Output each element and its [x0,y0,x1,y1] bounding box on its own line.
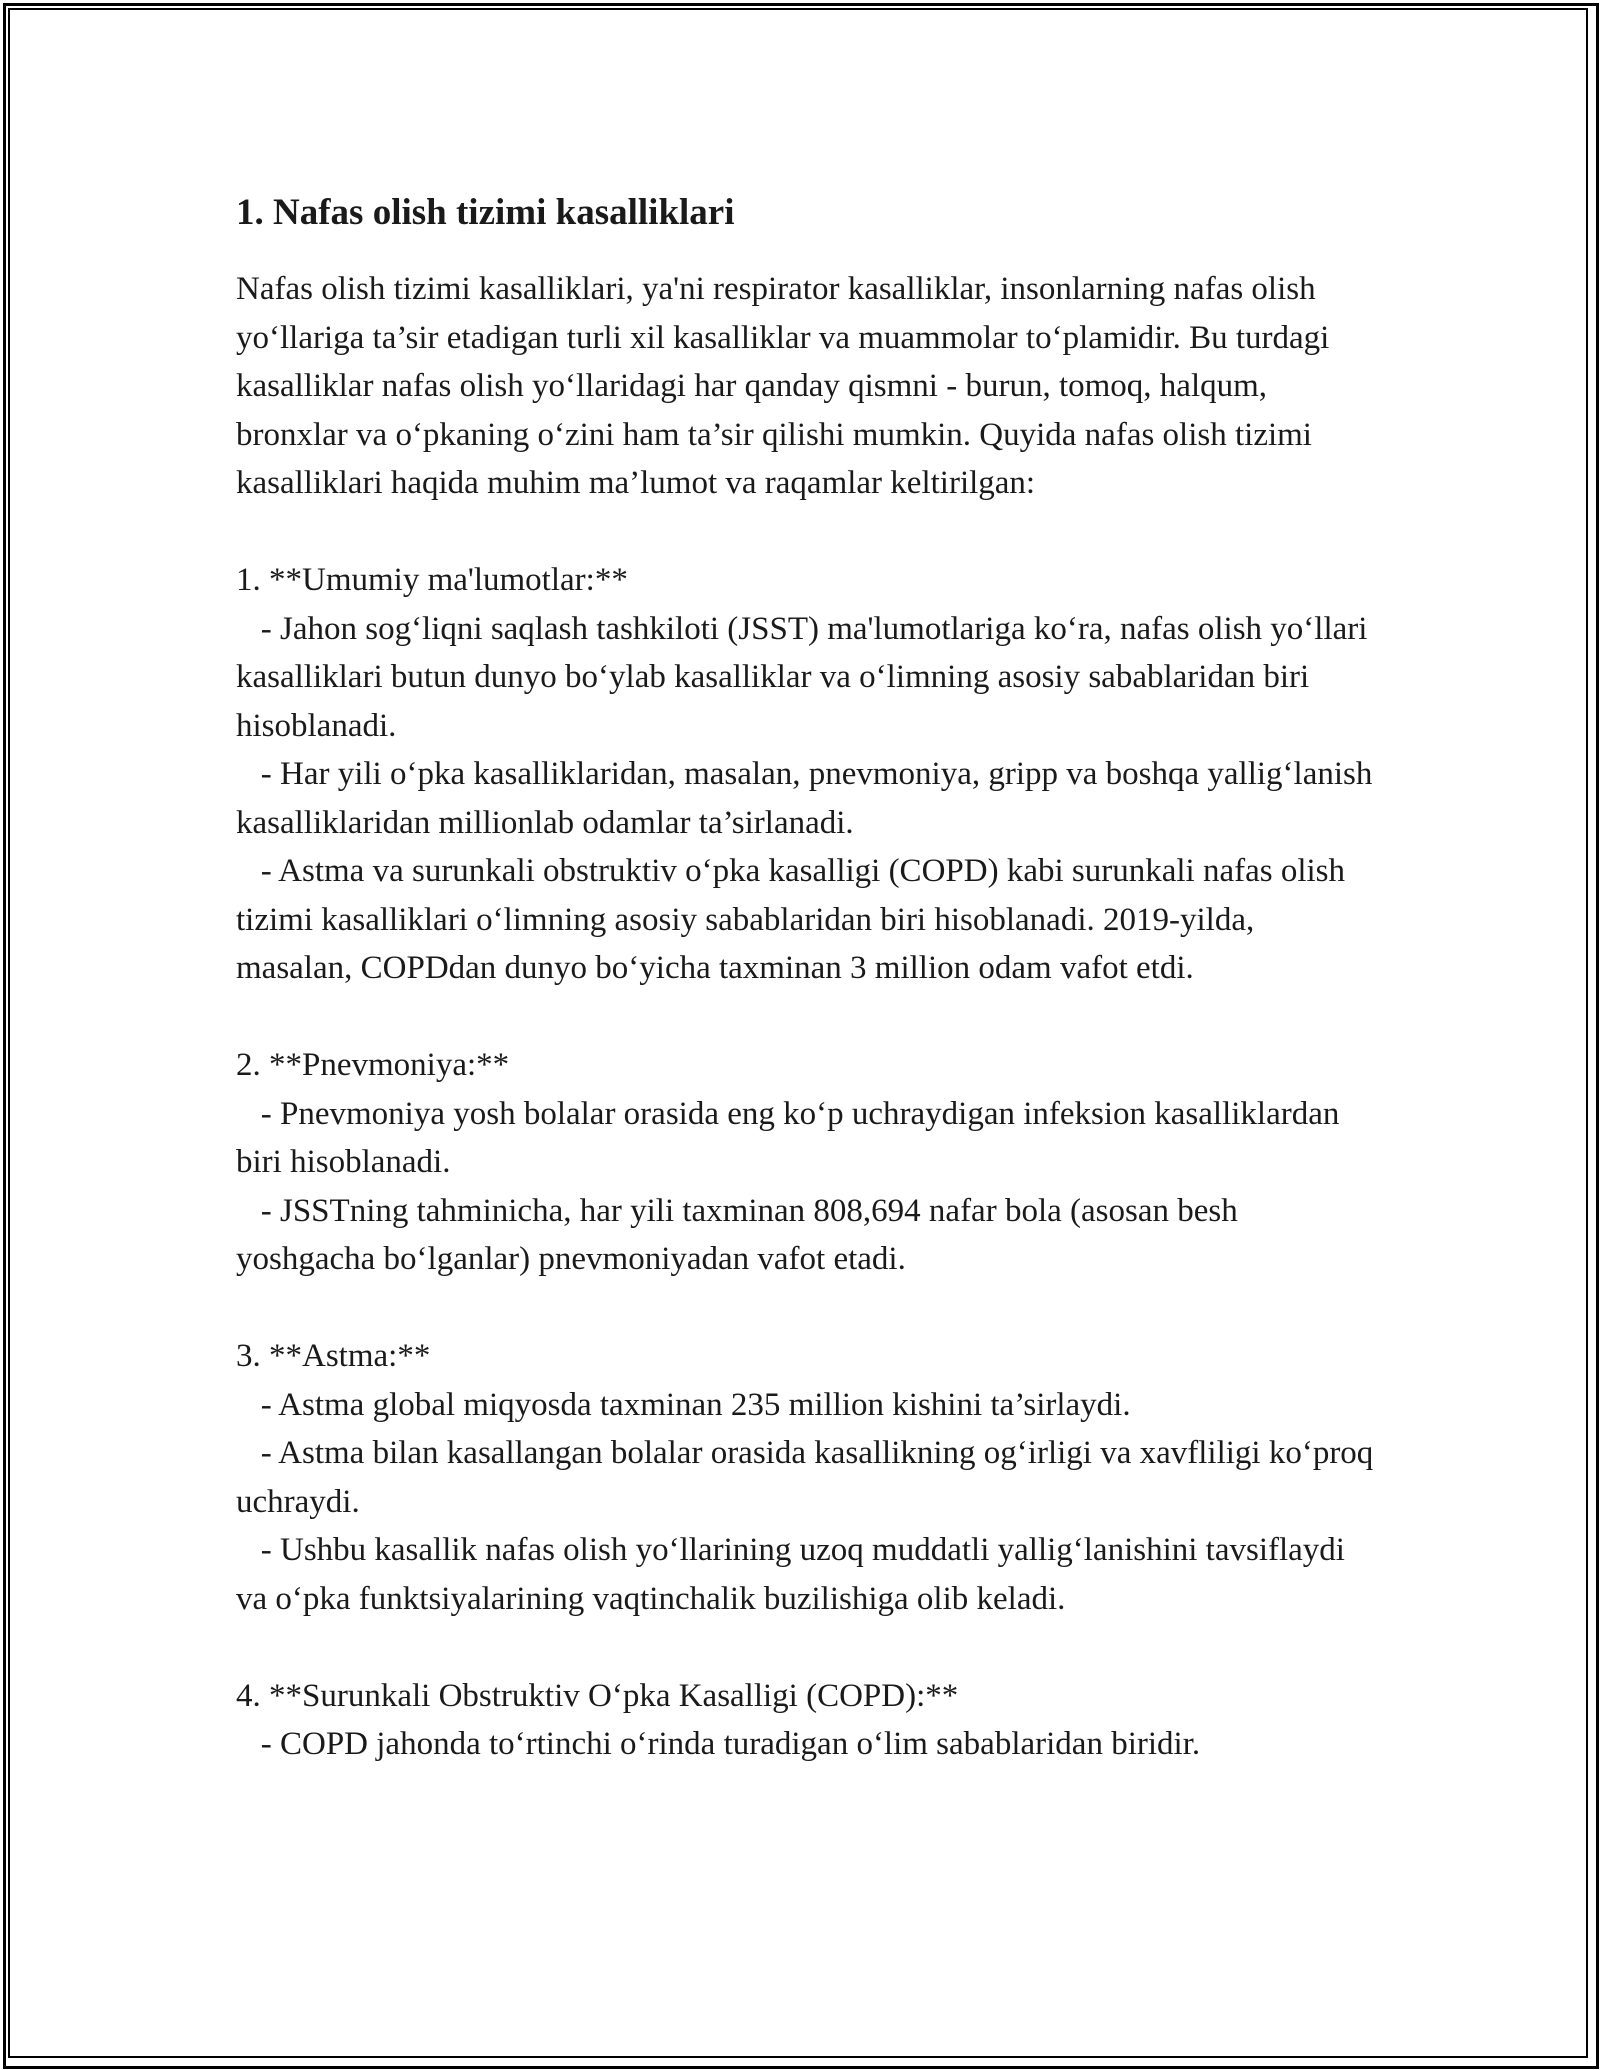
section-item: - Astma global miqyosda taxminan 235 million kishini ta’sirlaydi. [236,1386,1131,1423]
section-item: - COPD jahonda to‘rtinchi o‘rinda turadigan o‘lim sabablaridan biridir. [236,1726,1201,1762]
section-item: - Pnevmoniya yosh bolalar orasida eng ko‘p uchraydigan infeksion kasalliklardan biri hisoblanadi. [236,1095,1348,1180]
section-asthma [236,1332,1382,1623]
section-copd [236,1672,1376,1769]
section-item: - Astma va surunkali obstruktiv o‘pka kasalligi (COPD) kabi surunkali nafas olish tizimi kasalliklari o‘limning asosiy sabablaridan biri hisoblanadi. 2019-yilda, masalan, COPDdan dunyo bo‘yicha taxminan 3 million odam vafot etdi. [236,853,1354,986]
section-heading: 1. **Umumiy ma'lumotlar:** [236,562,628,598]
intro-paragraph: Nafas olish tizimi kasalliklari, ya'ni respirator kasalliklar, insonlarning nafas olish yo‘llariga ta’sir etadigan turli xil kasalliklar va muammolar to‘plamidir. Bu turdagi kasalliklar nafas olish yo‘llaridagi har qanday qismni - burun, tomoq, halqum, bronxlar va o‘pkaning o‘zini ham ta’sir qilishi mumkin. Quyida nafas olish tizimi kasalliklari haqida muhim ma’lumot va raqamlar keltirilgan: [236,271,1330,501]
page-title: 1. Nafas olish tizimi kasalliklari [236,192,735,233]
section-item: - Ushbu kasallik nafas olish yo‘llarining uzoq muddatli yallig‘lanishini tavsiflaydi va o‘pka funktsiyalarining vaqtinchalik buzilishiga olib keladi. [236,1532,1354,1617]
section-heading: 4. **Surunkali Obstruktiv O‘pka Kasalligi (COPD):** [236,1677,959,1714]
section-pneumonia [236,1041,1376,1284]
section-general-info [236,556,1381,993]
section-item: - JSSTning tahminicha, har yili taxminan 808,694 nafar bola (asosan besh yoshgacha bo‘lganlar) pnevmoniyadan vafot etadi. [236,1192,1246,1277]
section-item: - Jahon sog‘liqni saqlash tashkiloti (JSST) ma'lumotlariga ko‘ra, nafas olish yo‘llari kasalliklari butun dunyo bo‘ylab kasalliklar va o‘limning asosiy sabablaridan biri hisoblanadi. [236,610,1376,744]
section-item: - Har yili o‘pka kasalliklaridan, masalan, pnevmoniya, gripp va boshqa yallig‘lanish kasalliklaridan millionlab odamlar ta’sirlanadi. [236,756,1381,841]
section-item: - Astma bilan kasallangan bolalar orasida kasallikning og‘irligi va xavfliligi ko‘proq uchraydi. [236,1435,1382,1520]
section-heading: 3. **Astma:** [236,1338,431,1374]
section-heading: 2. **Pnevmoniya:** [236,1047,510,1083]
document-body [236,185,1382,1769]
